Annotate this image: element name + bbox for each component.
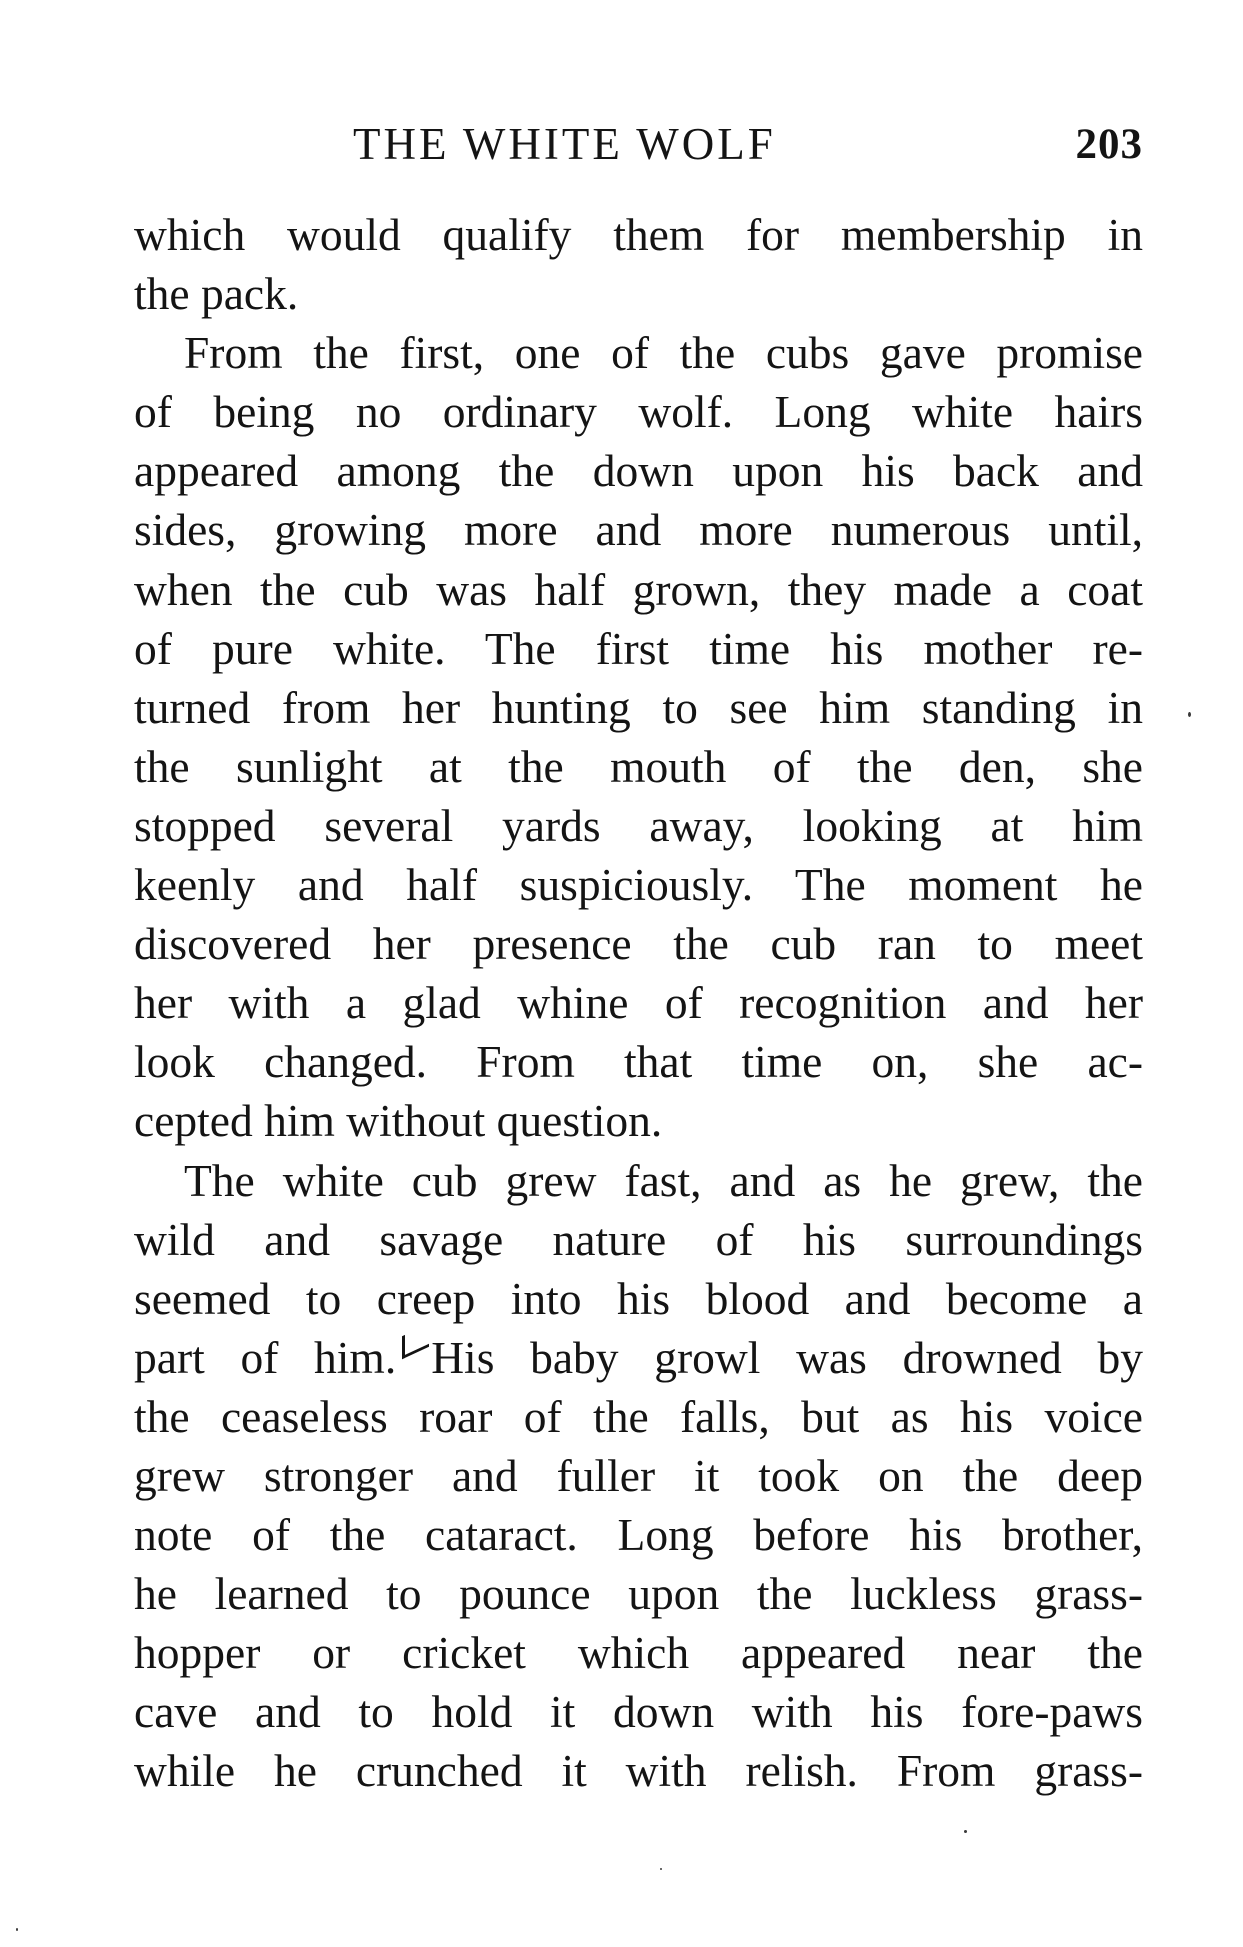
paper-speck bbox=[16, 1928, 18, 1931]
paper-speck bbox=[964, 1830, 967, 1833]
paper-speck bbox=[660, 1868, 662, 1870]
text-line: wild and savage nature of his surroundings bbox=[134, 1213, 1143, 1265]
running-title: THE WHITE WOLF bbox=[353, 119, 776, 169]
text-line: which would qualify them for membership in bbox=[134, 209, 1143, 260]
page-header bbox=[135, 118, 1143, 178]
text-line: of pure white. The first time his mother re- bbox=[134, 622, 1143, 674]
paragraph-start-line: The white cub grew fast, and as he grew, the bbox=[184, 1154, 1143, 1206]
text-line: the ceaseless roar of the falls, but as his voice bbox=[134, 1390, 1143, 1442]
text-line: turned from her hunting to see him standing in bbox=[134, 681, 1143, 733]
paper-speck bbox=[1188, 712, 1191, 717]
text-fragment: part of him. bbox=[134, 1331, 397, 1383]
text-line: keenly and half suspiciously. The moment he bbox=[134, 859, 1143, 911]
text-line: the pack. bbox=[134, 268, 299, 320]
text-line: discovered her presence the cub ran to meet bbox=[134, 918, 1143, 970]
text-line: look changed. From that time on, she ac- bbox=[134, 1036, 1143, 1088]
text-line: while he crunched it with relish. From grass- bbox=[134, 1745, 1143, 1797]
text-line: the sunlight at the mouth of the den, she bbox=[134, 740, 1143, 792]
page-number: 203 bbox=[1075, 121, 1143, 168]
text-line: appeared among the down upon his back and bbox=[134, 445, 1143, 497]
paragraph-start-line: From the first, one of the cubs gave promise bbox=[184, 327, 1143, 379]
paragraph-mark-icon bbox=[402, 1323, 429, 1359]
text-line: cave and to hold it down with his fore-paws bbox=[134, 1686, 1143, 1738]
text-line: grew stronger and fuller it took on the deep bbox=[134, 1449, 1143, 1501]
text-line: stopped several yards away, looking at him bbox=[134, 799, 1143, 851]
text-line-with-mark bbox=[134, 1328, 1143, 1387]
body-text bbox=[134, 205, 1143, 1801]
text-line: of being no ordinary wolf. Long white hairs bbox=[134, 386, 1143, 438]
text-line: he learned to pounce upon the luckless grass- bbox=[134, 1568, 1143, 1620]
text-line: sides, growing more and more numerous until, bbox=[134, 504, 1143, 556]
text-line: her with a glad whine of recognition and her bbox=[134, 977, 1143, 1029]
text-line: hopper or cricket which appeared near the bbox=[134, 1627, 1143, 1679]
text-line: note of the cataract. Long before his brother, bbox=[134, 1509, 1143, 1561]
text-fragment: His baby growl was drowned by bbox=[431, 1331, 1143, 1383]
text-line: when the cub was half grown, they made a coat bbox=[134, 563, 1143, 615]
text-line: seemed to creep into his blood and become a bbox=[134, 1272, 1143, 1324]
text-line: cepted him without question. bbox=[134, 1095, 663, 1147]
